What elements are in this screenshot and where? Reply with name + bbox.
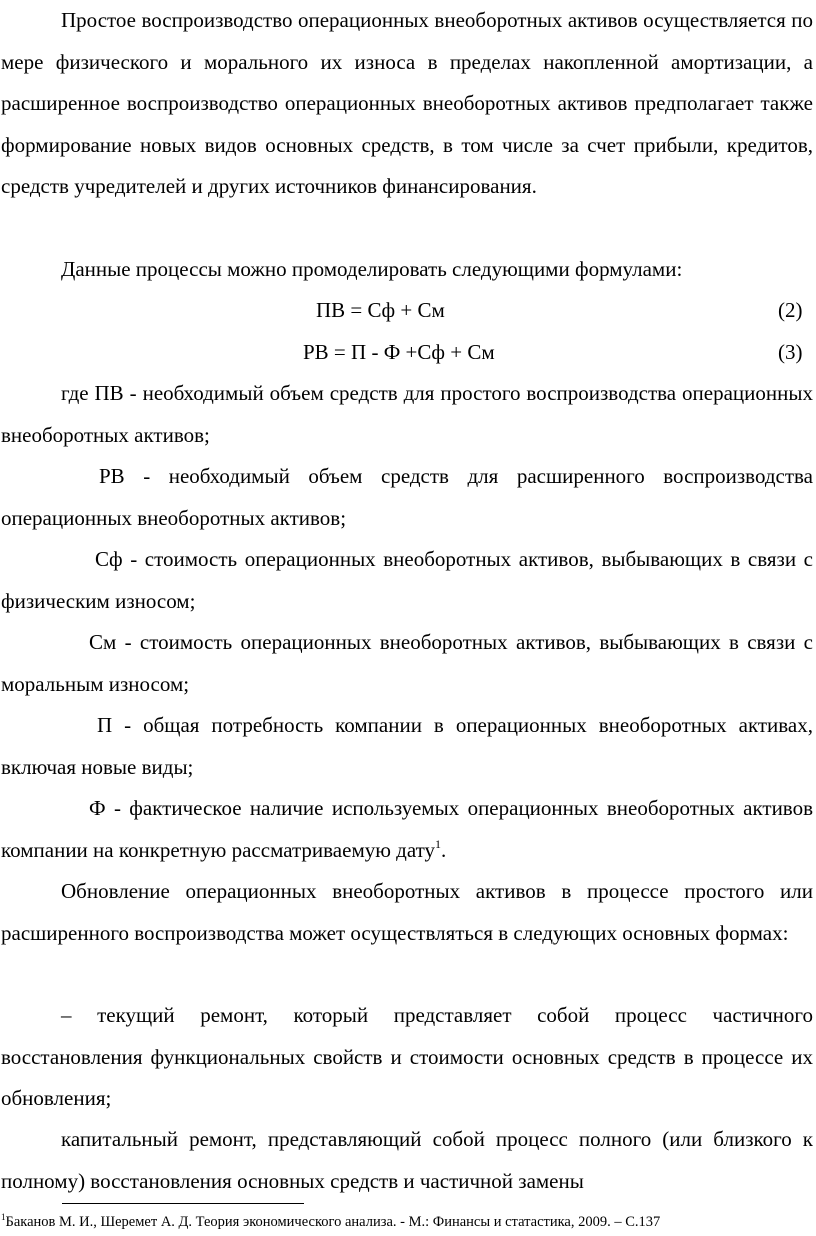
list-item-current-repair: – текущий ремонт, который представляет собой процесс частичного восстановления функциональных свойств и стоимости основных средств в процессе их обновления; — [1, 1003, 813, 1110]
definition-rv: РВ - необходимый объем средств для расширенного воспроизводства операционных внеоборотных активов; — [1, 464, 813, 530]
footnote-mark: 1 — [1, 1212, 6, 1222]
footnote-reference: 1 — [435, 836, 442, 851]
definition-sm: См - стоимость операционных внеоборотных активов, выбывающих в связи с моральным износом; — [1, 630, 813, 696]
definition-p: П - общая потребность компании в операционных внеоборотных активах, включая новые виды; — [1, 713, 813, 779]
footnote-separator — [62, 1203, 304, 1204]
formula-2-number: (2) — [778, 298, 803, 322]
formula-2: ПВ = Сф + См — [316, 298, 445, 322]
formula-3-number: (3) — [778, 340, 803, 364]
footnote-text: Баканов М. И., Шеремет А. Д. Теория экономического анализа. - М.: Финансы и статастика, 2009. – С.137 — [5, 1214, 661, 1230]
footnote — [1, 1213, 815, 1231]
paragraph-formulas-intro: Данные процессы можно промоделировать следующими формулами: — [61, 257, 683, 281]
definition-pv: где ПВ - необходимый объем средств для простого воспроизводства операционных внеоборотных активов; — [1, 381, 813, 447]
definition-f-text: Ф - фактическое наличие используемых операционных внеоборотных активов компании на конкретную рассматриваемую дату — [1, 796, 813, 862]
list-item-capital-repair: капитальный ремонт, представляющий собой процесс полного (или близкого к полному) восстановления основных средств и частичной замены — [1, 1127, 813, 1193]
formula-3: РВ = П - Ф +Сф + См — [303, 340, 495, 364]
definition-sf: Сф - стоимость операционных внеоборотных активов, выбывающих в связи с физическим износом; — [1, 547, 813, 613]
paragraph-renewal-forms: Обновление операционных внеоборотных активов в процессе простого или расширенного воспроизводства может осуществляться в следующих основных формах: — [1, 879, 813, 945]
definition-f-end: . — [441, 837, 447, 862]
definition-f — [1, 788, 813, 871]
paragraph-reproduction-intro: Простое воспроизводство операционных внеоборотных активов осуществляется по мере физического и морального их износа в пределах накопленной амортизации, а расширенное воспроизводство операционных внеоборотных активов предполагает также формирование новых видов основных средств, в том числе за счет прибыли, кредитов, средств учредителей и других источников финансирования. — [1, 8, 813, 198]
